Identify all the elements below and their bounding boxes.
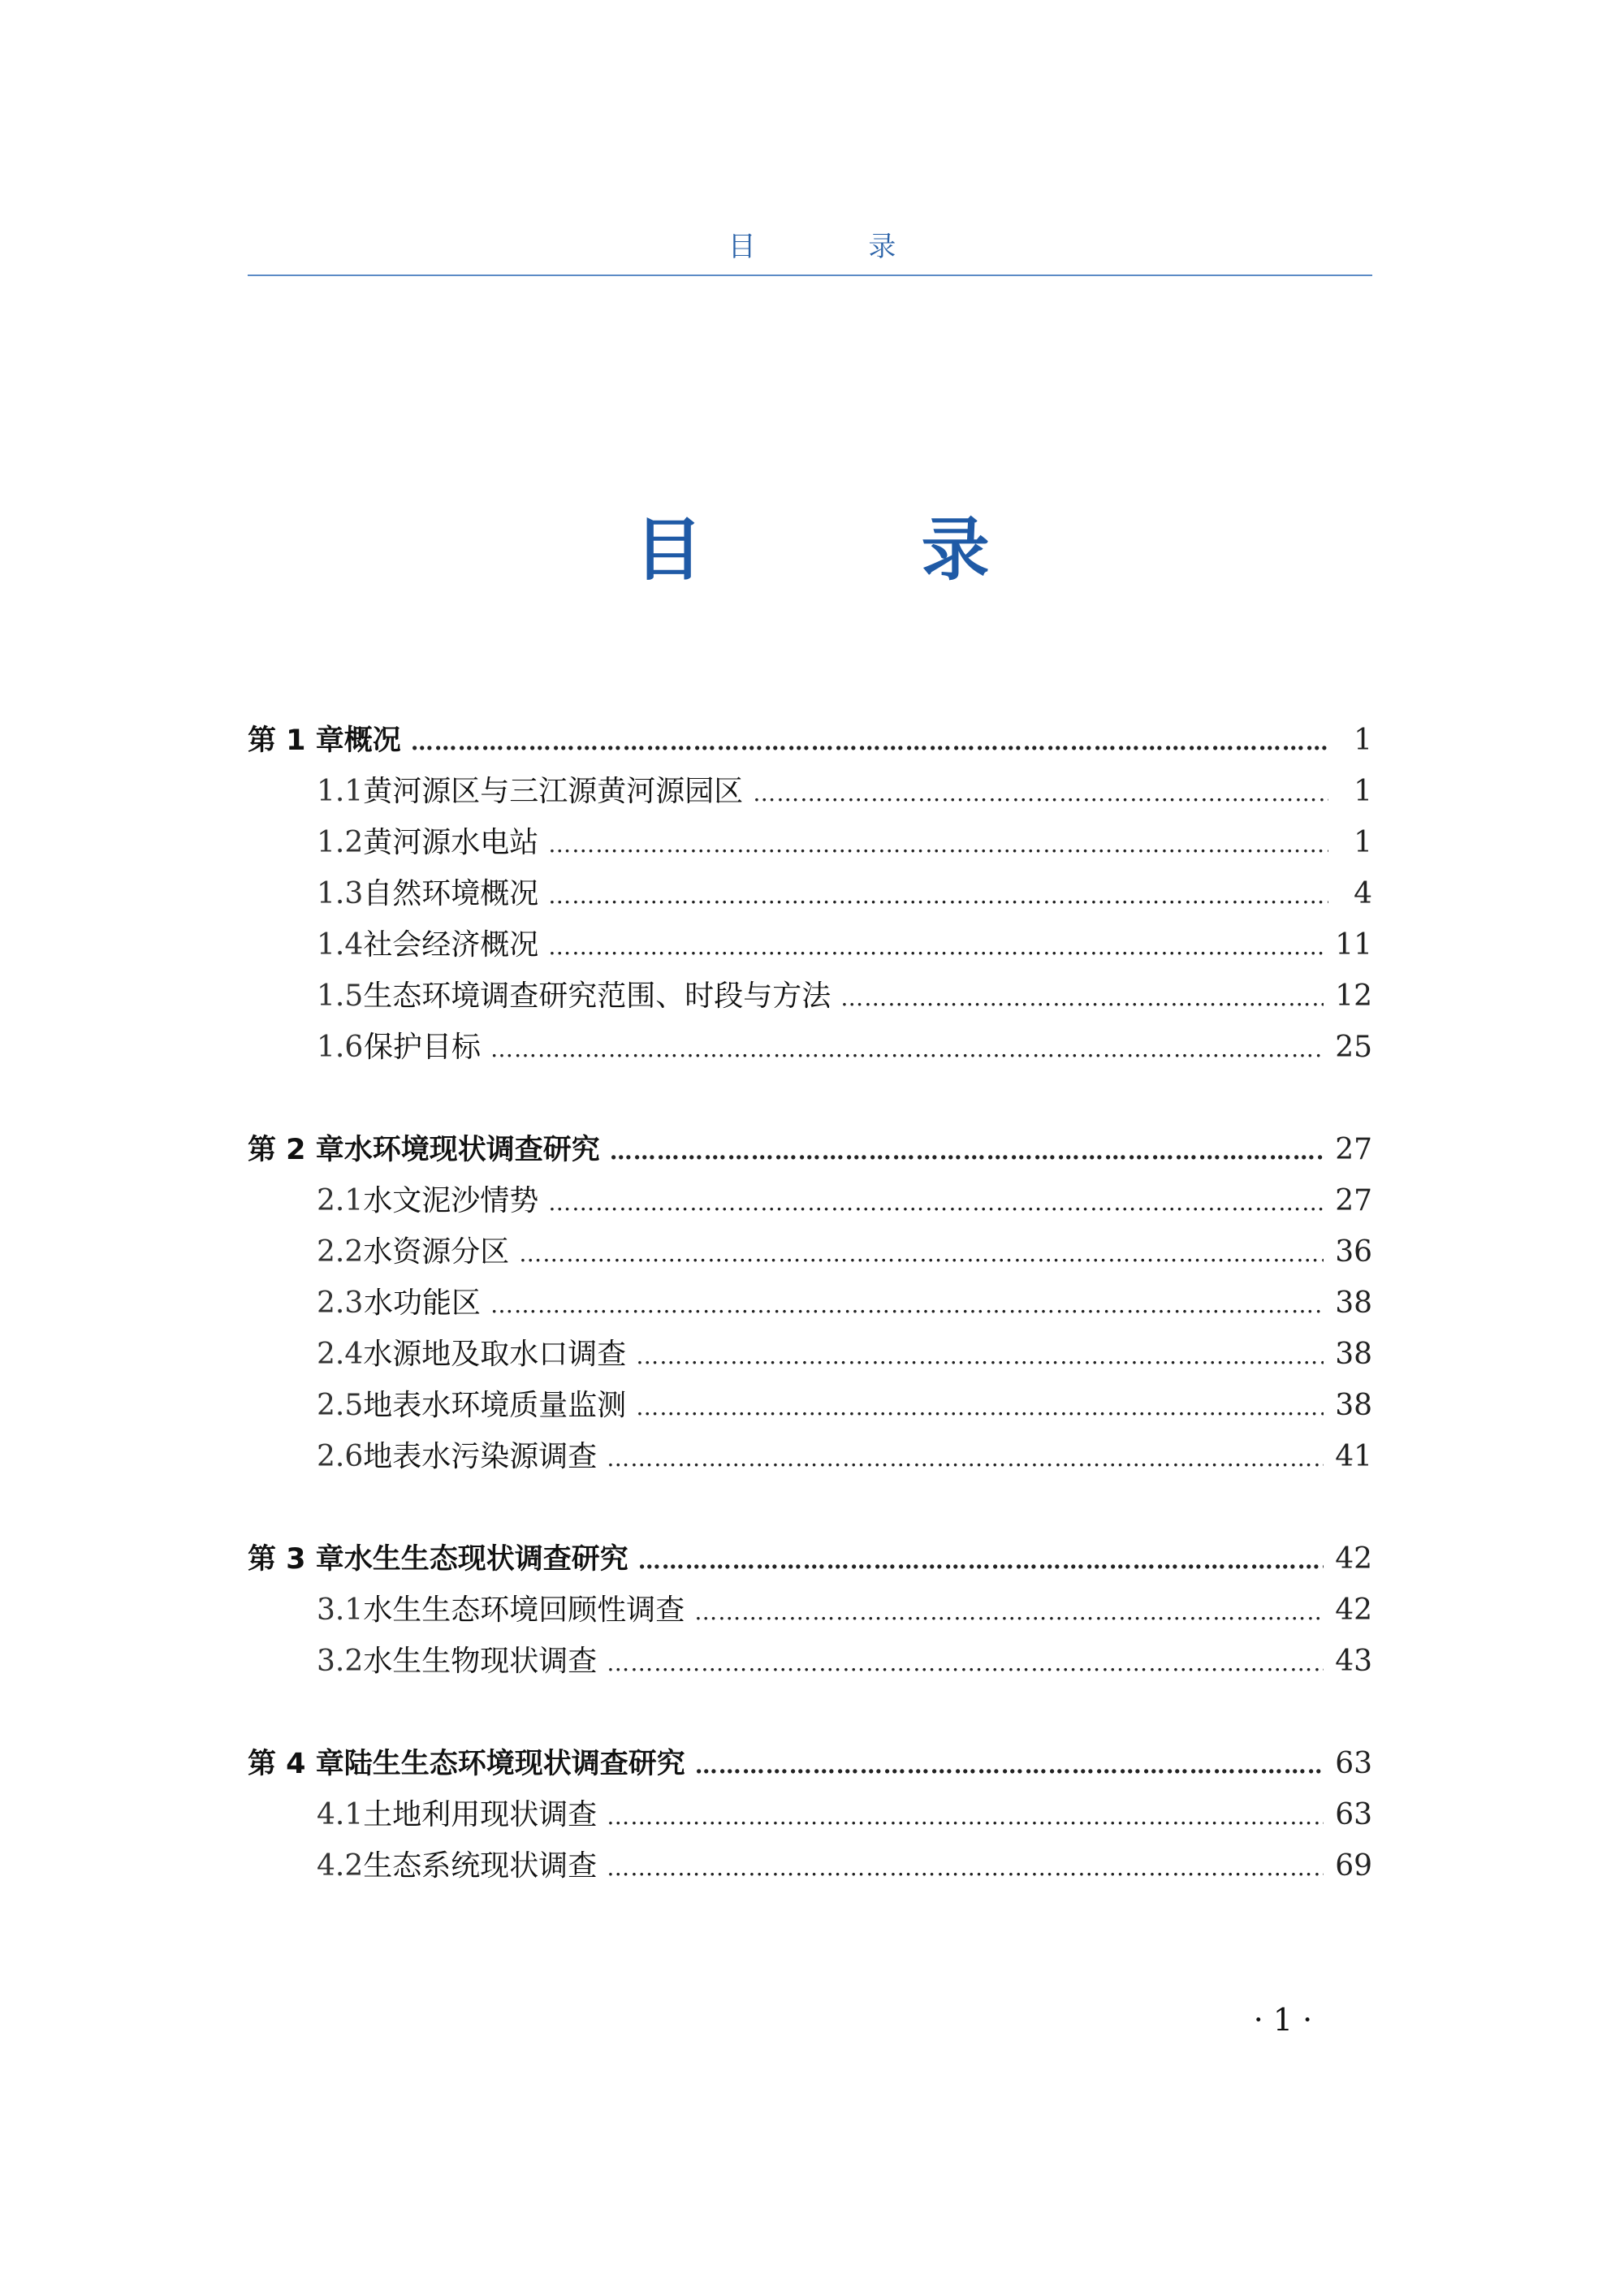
section-number: 2.2 [317, 1235, 364, 1269]
toc-chapter-entry[interactable] [248, 715, 1372, 766]
toc-section-entry[interactable] [248, 1636, 1372, 1687]
section-title: 地表水环境质量监测 [363, 1389, 627, 1422]
page-reference: 69 [1335, 1849, 1372, 1883]
section-number: 4.2 [317, 1849, 364, 1883]
chapter-block [248, 1738, 1372, 1892]
toc-section-entry[interactable] [248, 1840, 1372, 1892]
section-number: 3.2 [317, 1645, 364, 1678]
section-title: 生态环境调查研究范围、时段与方法 [363, 979, 831, 1013]
section-title: 地表水污染源调查 [363, 1440, 598, 1473]
page-number: · 1 · [1253, 2002, 1313, 2038]
table-of-contents [248, 715, 1372, 1943]
toc-section-entry[interactable] [248, 919, 1372, 971]
page-reference: 41 [1335, 1440, 1372, 1473]
section-title: 水源地及取水口调查 [363, 1338, 627, 1371]
page-title: 目 录 [634, 509, 1087, 590]
toc-section-entry[interactable] [248, 1278, 1372, 1329]
section-title: 水功能区 [363, 1286, 481, 1320]
chapter-number: 第 4 章 [248, 1748, 344, 1780]
section-number: 1.6 [317, 1031, 364, 1064]
section-title: 土地利用现状调查 [363, 1798, 598, 1831]
page-reference: 38 [1335, 1389, 1372, 1422]
toc-section-entry[interactable] [248, 1175, 1372, 1226]
section-number: 1.2 [317, 826, 364, 859]
page-reference: 38 [1335, 1338, 1372, 1371]
section-number: 1.3 [317, 877, 364, 910]
chapter-block [248, 1533, 1372, 1687]
section-title: 水文泥沙情势 [363, 1184, 539, 1217]
chapter-number: 第 1 章 [248, 724, 344, 757]
section-title: 社会经济概况 [363, 928, 539, 962]
page-reference: 63 [1335, 1747, 1372, 1780]
dot-leader [636, 1330, 1324, 1381]
section-title: 黄河源区与三江源黄河源园区 [363, 775, 744, 808]
section-title: 水生生态环境回顾性调查 [363, 1593, 685, 1627]
section-number: 2.5 [317, 1389, 364, 1422]
page-reference: 4 [1354, 877, 1372, 910]
page-reference: 1 [1354, 724, 1372, 757]
section-title: 生态系统现状调查 [363, 1849, 598, 1883]
dot-leader [548, 870, 1328, 921]
chapter-title: 水生生态现状调查研究 [343, 1543, 628, 1576]
dot-leader [548, 1177, 1324, 1228]
dot-leader [411, 716, 1328, 767]
dot-leader [636, 1381, 1324, 1433]
toc-chapter-entry[interactable] [248, 1533, 1372, 1585]
section-number: 1.5 [317, 979, 364, 1013]
dot-leader [607, 1791, 1324, 1842]
chapter-block [248, 1124, 1372, 1482]
dot-leader [695, 1740, 1324, 1791]
toc-section-entry[interactable] [248, 1431, 1372, 1482]
section-number: 4.1 [317, 1798, 364, 1831]
section-title: 保护目标 [363, 1031, 481, 1064]
section-title: 水生生物现状调查 [363, 1645, 598, 1678]
toc-section-entry[interactable] [248, 1380, 1372, 1431]
dot-leader [610, 1126, 1324, 1177]
section-number: 2.1 [317, 1184, 364, 1217]
page-reference: 38 [1335, 1286, 1372, 1320]
section-title: 自然环境概况 [363, 877, 539, 910]
section-number: 1.1 [317, 775, 364, 808]
page-reference: 36 [1335, 1235, 1372, 1269]
page-reference: 12 [1335, 979, 1372, 1013]
chapter-title: 水环境现状调查研究 [343, 1134, 600, 1166]
toc-section-entry[interactable] [248, 817, 1372, 868]
section-title: 水资源分区 [363, 1235, 510, 1269]
dot-leader [519, 1228, 1324, 1279]
dot-leader [753, 767, 1328, 819]
chapter-block [248, 715, 1372, 1073]
chapter-number: 第 3 章 [248, 1543, 344, 1576]
toc-section-entry[interactable] [248, 1022, 1372, 1073]
dot-leader [840, 972, 1324, 1023]
header-rule [248, 275, 1372, 276]
dot-leader [548, 819, 1328, 870]
toc-section-entry[interactable] [248, 868, 1372, 919]
dot-leader [548, 921, 1324, 972]
running-header: 目 录 [728, 231, 948, 263]
toc-section-entry[interactable] [248, 766, 1372, 817]
toc-section-entry[interactable] [248, 971, 1372, 1022]
page-reference: 63 [1335, 1798, 1372, 1831]
toc-section-entry[interactable] [248, 1789, 1372, 1840]
dot-leader [607, 1842, 1324, 1893]
dot-leader [607, 1433, 1324, 1484]
dot-leader [607, 1637, 1324, 1688]
chapter-title: 概况 [343, 724, 401, 757]
chapter-title: 陆生生态环境现状调查研究 [343, 1748, 685, 1780]
section-number: 2.3 [317, 1286, 364, 1320]
dot-leader [638, 1535, 1324, 1586]
toc-section-entry[interactable] [248, 1585, 1372, 1636]
toc-chapter-entry[interactable] [248, 1124, 1372, 1175]
section-number: 2.4 [317, 1338, 364, 1371]
toc-section-entry[interactable] [248, 1226, 1372, 1278]
page-reference: 42 [1335, 1593, 1372, 1627]
section-number: 3.1 [317, 1593, 364, 1627]
page-reference: 11 [1335, 928, 1372, 962]
toc-section-entry[interactable] [248, 1329, 1372, 1380]
page-reference: 27 [1335, 1133, 1372, 1166]
page-reference: 1 [1354, 826, 1372, 859]
dot-leader [694, 1586, 1324, 1637]
chapter-number: 第 2 章 [248, 1134, 344, 1166]
section-number: 1.4 [317, 928, 364, 962]
page-reference: 25 [1335, 1031, 1372, 1064]
page-reference: 27 [1335, 1184, 1372, 1217]
page-reference: 43 [1335, 1645, 1372, 1678]
page-reference: 1 [1354, 775, 1372, 808]
toc-chapter-entry[interactable] [248, 1738, 1372, 1789]
section-title: 黄河源水电站 [363, 826, 539, 859]
section-number: 2.6 [317, 1440, 364, 1473]
dot-leader [490, 1279, 1324, 1330]
dot-leader [490, 1023, 1324, 1074]
page-reference: 42 [1335, 1542, 1372, 1576]
